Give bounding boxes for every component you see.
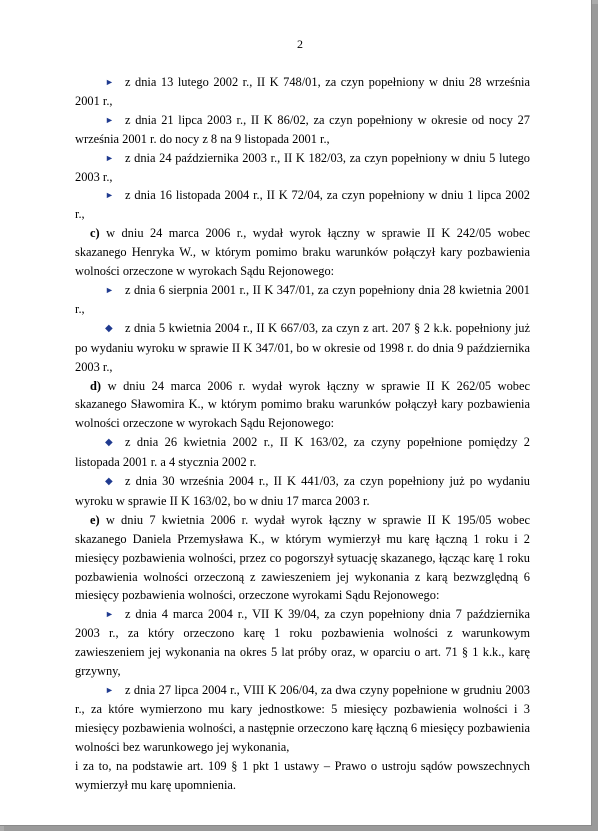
list-item <box>75 281 530 319</box>
page-shadow-bottom <box>4 826 598 831</box>
list-item <box>75 73 530 111</box>
list-item <box>75 186 530 224</box>
paragraph-text: z dnia 26 kwietnia 2002 r., II K 163/02, za czyny popełnione pomiędzy 2 listopada 2001 r. a 4 stycznia 2002 r. <box>75 435 530 470</box>
paragraph-text: z dnia 5 kwietnia 2004 r., II K 667/03, za czyn z art. 207 § 2 k.k. popełniony już po wydaniu wyroku w sprawie II K 347/01, bo w okresie od 1998 r. do dnia 9 października 2003 r., <box>75 320 530 374</box>
closing-paragraph <box>75 757 530 795</box>
paragraph-text: w dniu 24 marca 2006 r. wydał wyrok łączny w sprawie II K 262/05 wobec skazanego Sławomira K., w którym pomimo braku warunków połączył kary pozbawienia wolności orzeczone w wyrokach Sądu Rejonowego: <box>75 378 530 431</box>
paragraph-text: z dnia 24 października 2003 r., II K 182/03, za czyn popełniony w dniu 5 lutego 2003 r., <box>75 150 530 184</box>
paragraph-text: z dnia 4 marca 2004 r., VII K 39/04, za czyn popełniony dnia 7 października 2003 r., za który orzeczono karę 1 roku pozbawienia wolności z warunkowym zawieszeniem jej wykonania na okres 5 lat próby oraz, w oparciu o art. 71 § 1 k.k., karę grzywny, <box>75 607 530 679</box>
section-paragraph <box>75 377 530 434</box>
paragraph-text: z dnia 6 sierpnia 2001 r., II K 347/01, za czyn popełniony dnia 28 kwietnia 2001 r., <box>75 282 530 316</box>
section-paragraph <box>75 224 530 281</box>
diamond-bullet-icon: ◆ <box>105 437 113 449</box>
list-item <box>75 319 530 377</box>
section-label: e) <box>90 512 100 527</box>
paragraph-text: w dniu 24 marca 2006 r., wydał wyrok łączny w sprawie II K 242/05 wobec skazanego Henryka W., w którym pomimo braku warunków połączył kary pozbawienia wolności orzeczone w wyrokach Sądu Rejonowego: <box>75 226 530 279</box>
list-item <box>75 433 530 472</box>
diamond-bullet-icon: ◆ <box>105 476 113 488</box>
paragraph-text: z dnia 30 września 2004 r., II K 441/03, za czyn popełniony już po wydaniu wyroku w sprawie II K 163/02, bo w dniu 17 marca 2003 r. <box>75 474 530 508</box>
section-label: d) <box>90 378 102 393</box>
page-number: 2 <box>297 37 303 51</box>
list-item <box>75 111 530 149</box>
page-shadow-right <box>592 4 598 831</box>
arrow-bullet-icon: ► <box>105 284 114 295</box>
arrow-bullet-icon: ► <box>105 152 114 163</box>
section-label: c) <box>90 226 100 241</box>
arrow-bullet-icon: ► <box>105 685 114 695</box>
paragraph-text: z dnia 13 lutego 2002 r., II K 748/01, za czyn popełniony w dniu 28 września 2001 r., <box>75 75 530 108</box>
section-paragraph <box>75 511 530 606</box>
list-item <box>75 681 530 757</box>
paragraph-text: z dnia 21 lipca 2003 r., II K 86/02, za czyn popełniony w okresie od nocy 27 września 2001 r. do nocy z 8 na 9 listopada 2001 r., <box>75 112 530 146</box>
list-item <box>75 472 530 511</box>
arrow-bullet-icon: ► <box>105 77 114 87</box>
arrow-bullet-icon: ► <box>105 609 114 620</box>
paragraph-text: i za to, na podstawie art. 109 § 1 pkt 1 ustawy – Prawo o ustroju sądów powszechnych wymierzył mu karę upomnienia. <box>75 758 530 792</box>
diamond-bullet-icon: ◆ <box>105 322 113 334</box>
paragraph-text: z dnia 16 listopada 2004 r., II K 72/04, za czyn popełniony w dniu 1 lipca 2002 r., <box>75 188 530 222</box>
paragraph-text: z dnia 27 lipca 2004 r., VIII K 206/04, za dwa czyny popełnione w grudniu 2003 r., za które wymierzono mu kary jednostkowe: 5 miesięcy pozbawienia wolności i 3 miesięcy pozbawienia wolności, a następnie orzeczono karę łączną 6 miesięcy pozbawienia wolności bez warunkowego jej wykonania, <box>75 683 530 754</box>
paragraph-text: w dniu 7 kwietnia 2006 r. wydał wyrok łączny w sprawie II K 195/05 wobec skazanego Daniela Przemysława K., w którym wymierzył mu karę łączną 1 roku i 2 miesięcy pozbawienia wolności, przez co pogorszył sytuację skazanego, łącząc karę 1 roku pozbawienia wolności orzeczoną z zawieszeniem jej wykonania z karą bezwzględną 6 miesięcy pozbawienia wolności, orzeczone wyrokami Sądu Rejonowego: <box>75 512 530 603</box>
arrow-bullet-icon: ► <box>105 114 114 125</box>
arrow-bullet-icon: ► <box>105 190 114 201</box>
list-item <box>75 149 530 187</box>
list-item <box>75 605 530 681</box>
document-body <box>75 73 530 794</box>
